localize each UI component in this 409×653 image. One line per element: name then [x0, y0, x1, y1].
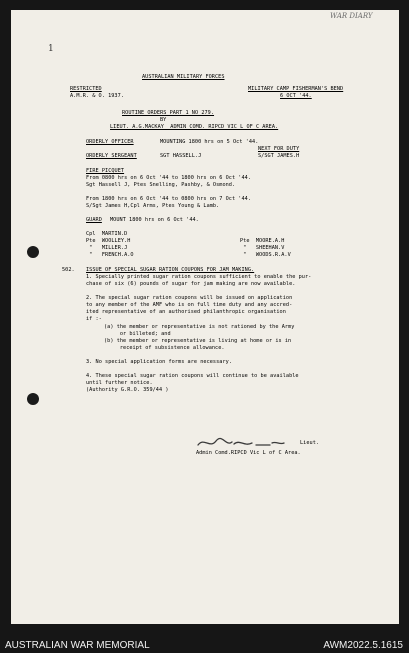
paragraph-line: until further notice. [86, 380, 153, 386]
fire-picquet-line: From 1800 hrs on 6 Oct '44 to 0800 hrs on 7 Oct '44. [86, 196, 252, 202]
paragraph-line: 1. Specially printed sugar ration coupons sufficient to enable the pur- [86, 274, 312, 280]
footer-accession-number: AWM2022.5.1615 [323, 640, 403, 651]
restricted-label: RESTRICTED [70, 86, 102, 92]
signature-rank: Lieut. [300, 440, 320, 446]
document-date: 6 OCT '44. [280, 93, 312, 99]
paragraph-line: if :- [86, 316, 102, 322]
guard-label: GUARD [86, 217, 102, 223]
condition-line: (a) the member or representative is not rationed by the Army [104, 324, 295, 330]
unit-heading: AUSTRALIAN MILITARY FORCES [142, 74, 225, 80]
punch-hole-bottom [27, 393, 39, 405]
paragraph-line: 4. These special sugar ration coupons will continue to be available [86, 373, 299, 379]
paragraph-line: 3. No special application forms are necessary. [86, 359, 232, 365]
orderly-officer-label: ORDERLY OFFICER [86, 139, 134, 145]
authority-reference: (Authority G.R.O. 359/44 ) [86, 387, 169, 393]
guard-member: " FRENCH.A.O [86, 252, 134, 258]
document-page [11, 10, 399, 624]
guard-member: Pte WOOLLEY.H [86, 238, 131, 244]
paragraph-line: to any member of the AMF who is on full time duty and any accred- [86, 302, 293, 308]
handwritten-signature [196, 435, 296, 451]
item-number: 502. [62, 267, 75, 273]
orders-officer: LIEUT. A.G.MACKAY ADMIN COMD. RIPCD VIC L OF C AREA. [110, 124, 279, 130]
condition-line: (b) the member or representative is living at home or is in [104, 338, 292, 344]
guard-member: Cpl MARTIN.D [86, 231, 128, 237]
fire-picquet-line: S/Sgt James H,Cpl Arms, Ptes Young & Lamb. [86, 203, 220, 209]
item-heading: ISSUE OF SPECIAL SUGAR RATION COUPONS FOR JAM MAKING. [86, 267, 255, 273]
fire-picquet-line: Sgt Hassell J, Ptes Snelling, Pashby, & Osmond. [86, 182, 236, 188]
condition-line: receipt of subsistence allowance. [104, 345, 225, 351]
war-diary-handwritten-note: WAR DIARY [330, 12, 373, 20]
guard-member: " SHEEHAN.V [240, 245, 285, 251]
orderly-officer-text: MOUNTING 1800 hrs on 5 Oct '44. [160, 139, 259, 145]
guard-member: " WOODS.R.A.V [240, 252, 291, 258]
paragraph-line: ited representative of an authorised philanthropic organisation [86, 309, 286, 315]
signature-title: Admin Comd.RIPCD Vic L of C Area. [196, 450, 301, 456]
orderly-sergeant-label: ORDERLY SERGEANT [86, 153, 137, 159]
guard-text: MOUNT 1800 hrs on 6 Oct '44. [110, 217, 199, 223]
orderly-sergeant-value: SGT HASSELL.J [160, 153, 202, 159]
condition-line: or billeted; and [104, 331, 171, 337]
fire-picquet-label: FIRE PICQUET [86, 168, 125, 174]
orders-title: ROUTINE ORDERS PART 1 NO 279. [122, 110, 215, 116]
fire-picquet-line: From 0800 hrs on 6 Oct '44 to 1800 hrs on 6 Oct '44. [86, 175, 252, 181]
paragraph-line: chase of six (6) pounds of sugar for jam making are now available. [86, 281, 296, 287]
amro-reference: A.M.R. & O. 1937. [70, 93, 124, 99]
guard-member: Pte MOORE.A.H [240, 238, 285, 244]
orders-by: BY [160, 117, 167, 123]
paragraph-line: 2. The special sugar ration coupons will be issued on application [86, 295, 293, 301]
punch-hole-top [27, 246, 39, 258]
camp-name: MILITARY CAMP FISHERMAN'S BEND [248, 86, 344, 92]
footer-institution: AUSTRALIAN WAR MEMORIAL [5, 640, 150, 651]
orderly-sergeant-next: S/SGT JAMES.H [258, 153, 300, 159]
next-for-duty-label: NEXT FOR DUTY [258, 146, 300, 152]
margin-mark: 1 [48, 44, 54, 54]
guard-member: " MILLER.J [86, 245, 128, 251]
